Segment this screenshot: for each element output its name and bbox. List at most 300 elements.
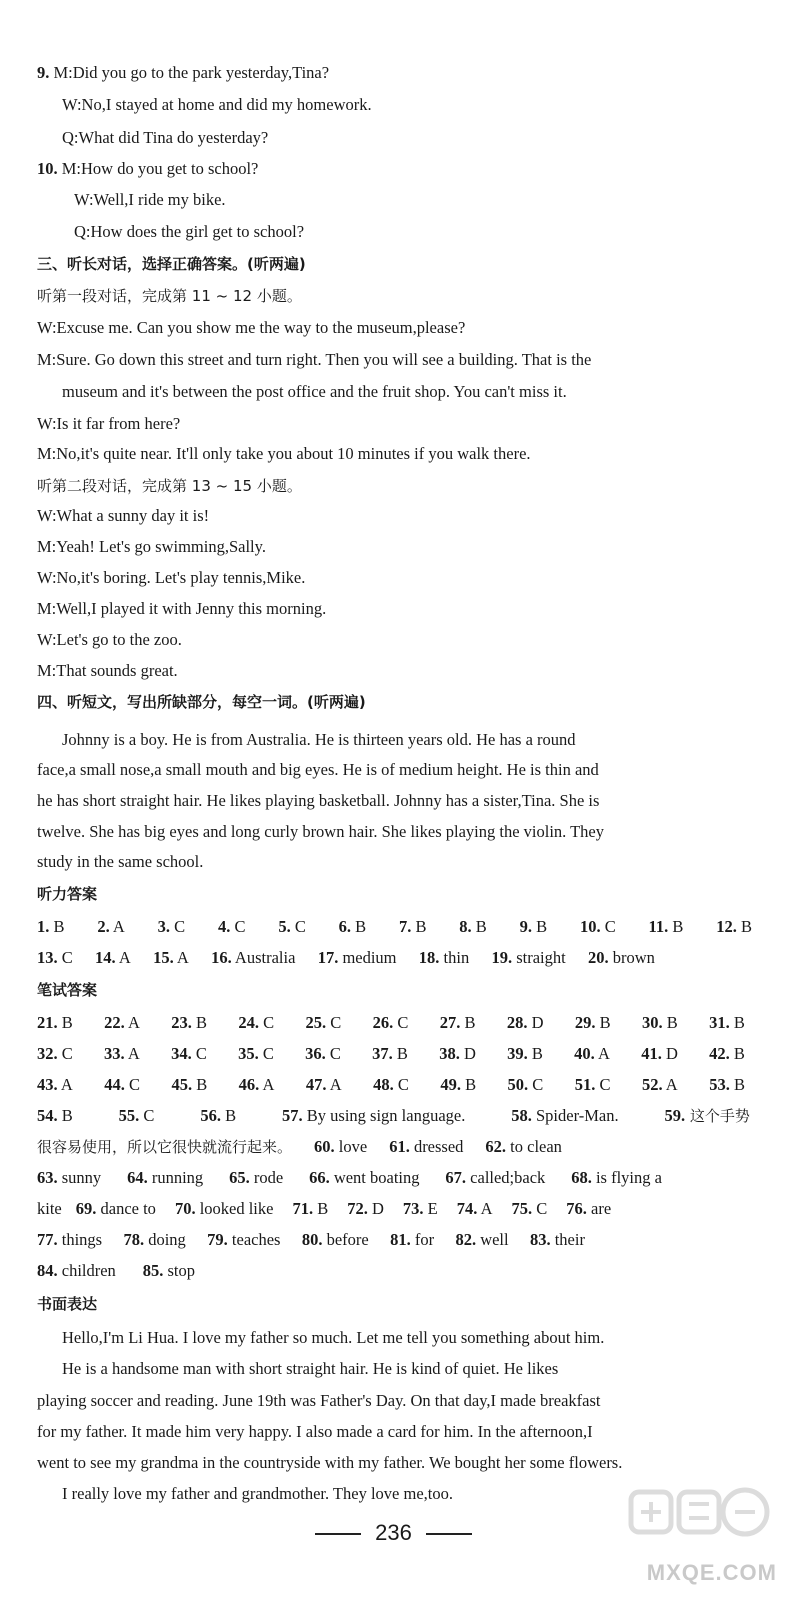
q9-w-line: W:No,I stayed at home and did my homework.	[62, 95, 372, 114]
q9-q-line: Q:What did Tina do yesterday?	[62, 128, 269, 147]
answer-value: B	[471, 917, 487, 936]
answer-number: 14.	[95, 948, 116, 967]
answer-value: C	[191, 1044, 207, 1063]
answer-item	[37, 917, 65, 937]
q59-answer-continued: 很容易使用，所以它很快就流行起来。	[37, 1138, 293, 1156]
answer-item	[306, 1075, 342, 1095]
answer-value: sunny	[57, 1168, 102, 1187]
answer-number: 84.	[37, 1261, 58, 1280]
answer-value: A	[109, 917, 125, 936]
answer-number: 66.	[309, 1168, 330, 1187]
answer-value: called;back	[466, 1168, 546, 1187]
answer-value: D	[527, 1013, 544, 1032]
answer-number: 74.	[456, 1199, 478, 1218]
q68-answer-continued: kite	[37, 1199, 62, 1218]
answer-number: 36.	[305, 1044, 326, 1063]
answer-value: brown	[608, 948, 655, 967]
answer-value: A	[326, 1075, 342, 1094]
dialog2-line-4: M:Well,I played it with Jenny this morning.	[37, 599, 327, 618]
answer-number: 80.	[301, 1230, 323, 1249]
answer-value: C	[393, 1075, 409, 1094]
q10-w-line: W:Well,I ride my bike.	[74, 190, 226, 209]
answer-number: 49.	[440, 1075, 461, 1094]
answer-item	[171, 1075, 207, 1095]
written-answers-row-2	[37, 1044, 745, 1064]
answer-item	[314, 1137, 367, 1157]
answer-number: 11.	[648, 917, 669, 936]
answer-number: 71.	[292, 1199, 314, 1218]
answer-number: 64.	[127, 1168, 148, 1187]
section4-heading: 四、听短文，写出所缺部分，每空一词。(听两遍)	[37, 693, 366, 711]
answer-item	[158, 917, 186, 937]
answer-number: 21.	[37, 1013, 58, 1032]
q10-number: 10.	[37, 159, 58, 178]
answer-value: B	[668, 917, 684, 936]
written-answers-row-8	[37, 1230, 585, 1250]
answer-value: C	[258, 1044, 274, 1063]
writing-line-3: playing soccer and reading. June 19th was Father's Day. On that day,I made breakfast	[37, 1391, 601, 1410]
written-answers-row-6	[37, 1168, 662, 1188]
answer-value: medium	[338, 948, 397, 967]
answer-item	[309, 1168, 419, 1188]
answer-value: C	[290, 917, 306, 936]
answer-number: 46.	[238, 1075, 260, 1094]
answer-item	[37, 1230, 102, 1250]
answer-number: 9.	[519, 917, 532, 936]
answer-item	[95, 948, 131, 968]
answer-item	[445, 1168, 545, 1188]
answer-item	[457, 1199, 493, 1219]
answer-number: 37.	[372, 1044, 393, 1063]
answer-item	[389, 1137, 463, 1157]
answer-number: 76.	[566, 1199, 587, 1218]
answer-item	[649, 917, 684, 937]
q9-m-line	[37, 63, 329, 83]
answer-value: is flying a	[591, 1168, 662, 1187]
passage-line-5: study in the same school.	[37, 852, 204, 871]
answer-value: B	[662, 1013, 678, 1032]
answer-value: D	[367, 1199, 384, 1218]
answer-number: 69.	[75, 1199, 97, 1218]
answer-value: B	[313, 1199, 329, 1218]
dialog2-line-5: W:Let's go to the zoo.	[37, 630, 182, 649]
answer-value: B	[392, 1044, 408, 1063]
answer-value: things	[57, 1230, 103, 1249]
answer-value: C	[595, 1075, 611, 1094]
answer-number: 5.	[278, 917, 291, 936]
answer-number: 70.	[174, 1199, 196, 1218]
answer-number: 85.	[142, 1261, 164, 1280]
answer-item	[491, 948, 565, 968]
answer-item	[520, 917, 548, 937]
dialog1-line-4: W:Is it far from here?	[37, 414, 181, 433]
passage-line-2: face,a small nose,a small mouth and big eyes. He is of medium height. He is thin and	[37, 760, 599, 779]
listening-answers-row-1	[37, 917, 752, 937]
written-answers-row-5	[37, 1137, 607, 1157]
answer-item	[238, 1013, 274, 1033]
answer-value: D	[459, 1044, 476, 1063]
answer-item	[238, 1044, 274, 1064]
answer-number: 54.	[37, 1106, 58, 1125]
answer-item	[37, 1013, 73, 1033]
written-answers-row-7	[37, 1199, 643, 1219]
watermark-site: MXQE.COM	[646, 1560, 777, 1585]
answer-item	[642, 1075, 678, 1095]
answer-value: C	[124, 1075, 140, 1094]
answer-number: 63.	[37, 1168, 58, 1187]
answer-value: dance to	[96, 1199, 156, 1218]
answer-number: 52.	[641, 1075, 663, 1094]
answer-value: A	[477, 1199, 493, 1218]
answer-value: B	[736, 917, 752, 936]
answer-number: 41.	[641, 1044, 662, 1063]
written-answers-row-9	[37, 1261, 195, 1281]
answer-item	[507, 1013, 544, 1033]
written-answers-heading: 笔试答案	[37, 981, 98, 999]
answer-number: 72.	[347, 1199, 368, 1218]
answer-number: 68.	[571, 1168, 592, 1187]
answer-item	[37, 1168, 101, 1188]
answer-value: B	[49, 917, 65, 936]
answer-value: C	[170, 917, 186, 936]
answer-number: 57.	[282, 1106, 303, 1125]
answer-item	[716, 917, 752, 937]
answer-value: D	[661, 1044, 678, 1063]
answer-value: B	[57, 1013, 73, 1032]
answer-number: 58.	[511, 1106, 532, 1125]
answer-number: 79.	[207, 1230, 228, 1249]
dialog1-intro: 听第一段对话，完成第 11 ~ 12 小题。	[37, 287, 302, 305]
answer-value: A	[594, 1044, 610, 1063]
answer-item	[292, 1199, 328, 1219]
answer-item	[403, 1199, 438, 1219]
answer-value: thin	[439, 948, 470, 967]
answer-number: 62.	[485, 1137, 507, 1156]
answer-value: went boating	[329, 1168, 420, 1187]
answer-item	[575, 1075, 611, 1095]
answer-item	[229, 1168, 283, 1188]
answer-value: B	[460, 1013, 476, 1032]
answer-value: love	[334, 1137, 368, 1156]
passage-line-3: he has short straight hair. He likes playing basketball. Johnny has a sister,Tina. She is	[37, 791, 600, 810]
answer-item	[440, 1075, 476, 1095]
answer-number: 2.	[97, 917, 110, 936]
answer-item	[508, 1075, 544, 1095]
answer-value: A	[57, 1075, 73, 1094]
answer-number: 50.	[507, 1075, 529, 1094]
answer-number: 22.	[104, 1013, 125, 1032]
answer-value: stop	[163, 1261, 195, 1280]
written-answers-row-4	[37, 1106, 750, 1126]
footer-dash-right	[426, 1533, 472, 1535]
answer-number: 48.	[373, 1075, 394, 1094]
answer-item	[347, 1199, 384, 1219]
answer-number: 75.	[511, 1199, 533, 1218]
answer-value: C	[325, 1044, 341, 1063]
dialog2-line-6: M:That sounds great.	[37, 661, 178, 680]
written-answers-row-7-items	[76, 1199, 611, 1219]
answer-item	[97, 917, 125, 937]
answer-number: 20.	[587, 948, 609, 967]
answer-value: A	[259, 1075, 275, 1094]
writing-line-2: He is a handsome man with short straight hair. He is kind of quiet. He likes	[62, 1359, 559, 1378]
answer-item	[373, 1013, 409, 1033]
answer-value: A	[124, 1044, 140, 1063]
answer-item	[104, 1075, 140, 1095]
answer-number: 28.	[506, 1013, 528, 1032]
answer-number: 30.	[642, 1013, 663, 1032]
answer-number: 55.	[118, 1106, 140, 1125]
writing-line-1: Hello,I'm Li Hua. I love my father so much. Let me tell you something about him.	[62, 1328, 605, 1347]
answer-item	[211, 948, 295, 968]
answer-value: C	[57, 948, 73, 967]
answer-item	[37, 1106, 73, 1126]
answer-value: By using sign language.	[302, 1106, 466, 1125]
answer-number: 38.	[439, 1044, 460, 1063]
answer-number: 24.	[238, 1013, 259, 1032]
answer-value: B	[191, 1013, 208, 1032]
answer-item	[143, 1261, 195, 1281]
answer-item	[37, 1261, 116, 1281]
written-answers-row-5-items	[314, 1137, 562, 1157]
answer-item	[574, 1044, 610, 1064]
answer-value: A	[662, 1075, 678, 1094]
answer-item	[709, 1044, 745, 1064]
answer-value: C	[326, 1013, 342, 1032]
answer-item	[507, 1044, 543, 1064]
answer-value: their	[550, 1230, 585, 1249]
answer-number: 59.	[664, 1106, 686, 1125]
listening-answers-heading: 听力答案	[37, 885, 98, 903]
answer-number: 12.	[716, 917, 737, 936]
answer-value: C	[57, 1044, 73, 1063]
answer-number: 4.	[217, 917, 231, 936]
dialog2-line-1: W:What a sunny day it is!	[37, 506, 210, 525]
answer-value: before	[322, 1230, 369, 1249]
dialog2-line-2: M:Yeah! Let's go swimming,Sally.	[37, 537, 266, 556]
answer-item	[580, 917, 616, 937]
answer-item	[171, 1013, 207, 1033]
answer-item	[485, 1137, 562, 1157]
dialog1-line-1: W:Excuse me. Can you show me the way to the museum,please?	[37, 318, 466, 337]
answer-number: 10.	[579, 917, 601, 936]
answer-item	[575, 1013, 611, 1033]
answer-item	[709, 1013, 745, 1033]
answer-value: B	[729, 1075, 745, 1094]
q9-number: 9.	[37, 63, 50, 82]
answer-number: 18.	[418, 948, 440, 967]
answer-number: 31.	[709, 1013, 730, 1032]
answer-value: B	[595, 1013, 611, 1032]
answer-number: 26.	[372, 1013, 394, 1032]
answer-number: 45.	[171, 1075, 193, 1094]
answer-value: looked like	[195, 1199, 274, 1218]
answer-number: 67.	[445, 1168, 467, 1187]
answer-item	[76, 1199, 156, 1219]
answer-item	[641, 1044, 678, 1064]
written-answers-row-1	[37, 1013, 745, 1033]
answer-value: B	[351, 917, 367, 936]
answer-value: teaches	[227, 1230, 281, 1249]
dialog1-line-5: M:No,it's quite near. It'll only take you about 10 minutes if you walk there.	[37, 444, 531, 463]
footer-dash-left	[315, 1533, 361, 1535]
answer-item	[239, 1075, 275, 1095]
passage-line-1: Johnny is a boy. He is from Australia. He is thirteen years old. He has a round	[62, 730, 576, 749]
page-number-text: 236	[375, 1520, 412, 1545]
answer-item	[372, 1044, 408, 1064]
answer-number: 82.	[455, 1230, 477, 1249]
answer-item	[709, 1075, 745, 1095]
answer-value: dressed	[409, 1137, 464, 1156]
answer-item	[642, 1013, 678, 1033]
writing-heading: 书面表达	[37, 1295, 98, 1313]
q10-m-text: M:How do you get to school?	[57, 159, 259, 178]
answer-item	[123, 1230, 185, 1250]
answer-item	[399, 917, 427, 937]
answer-item	[207, 1230, 280, 1250]
answer-value: 这个手势	[685, 1107, 750, 1125]
answer-item	[339, 917, 367, 937]
answer-value: Spider-Man.	[531, 1106, 619, 1125]
answer-item	[665, 1106, 750, 1126]
answer-item	[119, 1106, 155, 1126]
dialog2-intro: 听第二段对话，完成第 13 ~ 15 小题。	[37, 477, 302, 495]
answer-value: C	[600, 917, 616, 936]
answer-number: 44.	[104, 1075, 125, 1094]
answer-number: 25.	[305, 1013, 327, 1032]
answer-number: 40.	[574, 1044, 595, 1063]
answer-number: 13.	[37, 948, 58, 967]
answer-number: 6.	[338, 917, 352, 936]
answer-value: rode	[249, 1168, 284, 1187]
answer-number: 47.	[305, 1075, 327, 1094]
answer-item	[104, 1013, 140, 1033]
writing-line-5: went to see my grandma in the countryside with my father. We bought her some flowers.	[37, 1453, 623, 1472]
answer-number: 43.	[37, 1075, 58, 1094]
answer-item	[373, 1075, 409, 1095]
answer-item	[512, 1199, 548, 1219]
answer-item	[439, 1044, 476, 1064]
answer-number: 33.	[104, 1044, 125, 1063]
answer-item	[153, 948, 189, 968]
answer-item	[104, 1044, 140, 1064]
answer-value: C	[532, 1199, 548, 1218]
answer-item	[571, 1168, 662, 1188]
answer-number: 7.	[398, 917, 412, 936]
answer-value: A	[124, 1013, 140, 1032]
answer-value: A	[173, 948, 189, 967]
answer-value: to clean	[506, 1137, 562, 1156]
q10-m-line	[37, 159, 258, 179]
answer-number: 81.	[390, 1230, 411, 1249]
written-answers-row-3	[37, 1075, 745, 1095]
q9-m-text: M:Did you go to the park yesterday,Tina?	[49, 63, 330, 82]
answer-value: B	[220, 1106, 237, 1125]
answer-value: children	[57, 1261, 116, 1280]
answer-value: doing	[144, 1230, 186, 1249]
answer-item	[318, 948, 397, 968]
answer-number: 53.	[709, 1075, 730, 1094]
answer-value: A	[115, 948, 131, 967]
answer-value: are	[586, 1199, 612, 1218]
answer-number: 77.	[37, 1230, 58, 1249]
answer-value: B	[527, 1044, 543, 1063]
answer-value: C	[139, 1106, 155, 1125]
answer-number: 65.	[229, 1168, 250, 1187]
answer-number: 17.	[317, 948, 339, 967]
answer-number: 61.	[389, 1137, 410, 1156]
answer-number: 42.	[709, 1044, 730, 1063]
answer-number: 35.	[238, 1044, 259, 1063]
section3-heading: 三、听长对话，选择正确答案。(听两遍)	[37, 255, 306, 273]
answer-value: B	[729, 1044, 745, 1063]
answer-item	[588, 948, 655, 968]
answer-item	[200, 1106, 236, 1126]
answer-value: well	[476, 1230, 509, 1249]
answer-value: C	[259, 1013, 275, 1032]
answer-item	[511, 1106, 618, 1126]
answer-item	[419, 948, 469, 968]
answer-item	[305, 1044, 341, 1064]
answer-value: C	[393, 1013, 409, 1032]
answer-number: 15.	[153, 948, 174, 967]
answer-number: 32.	[37, 1044, 58, 1063]
writing-line-6: I really love my father and grandmother. They love me,too.	[62, 1484, 453, 1503]
answer-value: B	[729, 1013, 745, 1032]
passage-line-4: twelve. She has big eyes and long curly brown hair. She likes playing the violin. They	[37, 822, 605, 841]
answer-item	[459, 917, 487, 937]
answer-item	[37, 1044, 73, 1064]
writing-line-4: for my father. It made him very happy. I also made a card for him. In the afternoon,I	[37, 1422, 593, 1441]
answer-number: 8.	[459, 917, 472, 936]
answer-number: 34.	[171, 1044, 192, 1063]
answer-number: 56.	[200, 1106, 221, 1125]
answer-item	[302, 1230, 369, 1250]
answer-item	[530, 1230, 585, 1250]
answer-item	[218, 917, 246, 937]
q10-q-line: Q:How does the girl get to school?	[74, 222, 305, 241]
answer-number: 16.	[211, 948, 232, 967]
answer-value: E	[423, 1199, 438, 1218]
answer-item	[282, 1106, 465, 1126]
answer-number: 3.	[157, 917, 171, 936]
dialog2-line-3: W:No,it's boring. Let's play tennis,Mike.	[37, 568, 306, 587]
answer-item	[455, 1230, 508, 1250]
answer-number: 73.	[402, 1199, 424, 1218]
answer-item	[37, 948, 73, 968]
answer-value: B	[532, 917, 548, 936]
answer-number: 29.	[574, 1013, 596, 1032]
answer-value: running	[147, 1168, 204, 1187]
answer-item	[127, 1168, 203, 1188]
answer-value: C	[528, 1075, 544, 1094]
answer-item	[171, 1044, 207, 1064]
answer-value: B	[460, 1075, 477, 1094]
answer-number: 39.	[507, 1044, 528, 1063]
answer-number: 78.	[123, 1230, 145, 1249]
answer-number: 27.	[439, 1013, 461, 1032]
answer-item	[440, 1013, 476, 1033]
answer-item	[566, 1199, 611, 1219]
listening-answers-row-2	[37, 948, 655, 968]
answer-item	[278, 917, 306, 937]
answer-item	[37, 1075, 73, 1095]
answer-value: Australia	[231, 948, 296, 967]
answer-item	[306, 1013, 342, 1033]
answer-number: 60.	[314, 1137, 335, 1156]
answer-value: B	[411, 917, 427, 936]
answer-item	[390, 1230, 434, 1250]
